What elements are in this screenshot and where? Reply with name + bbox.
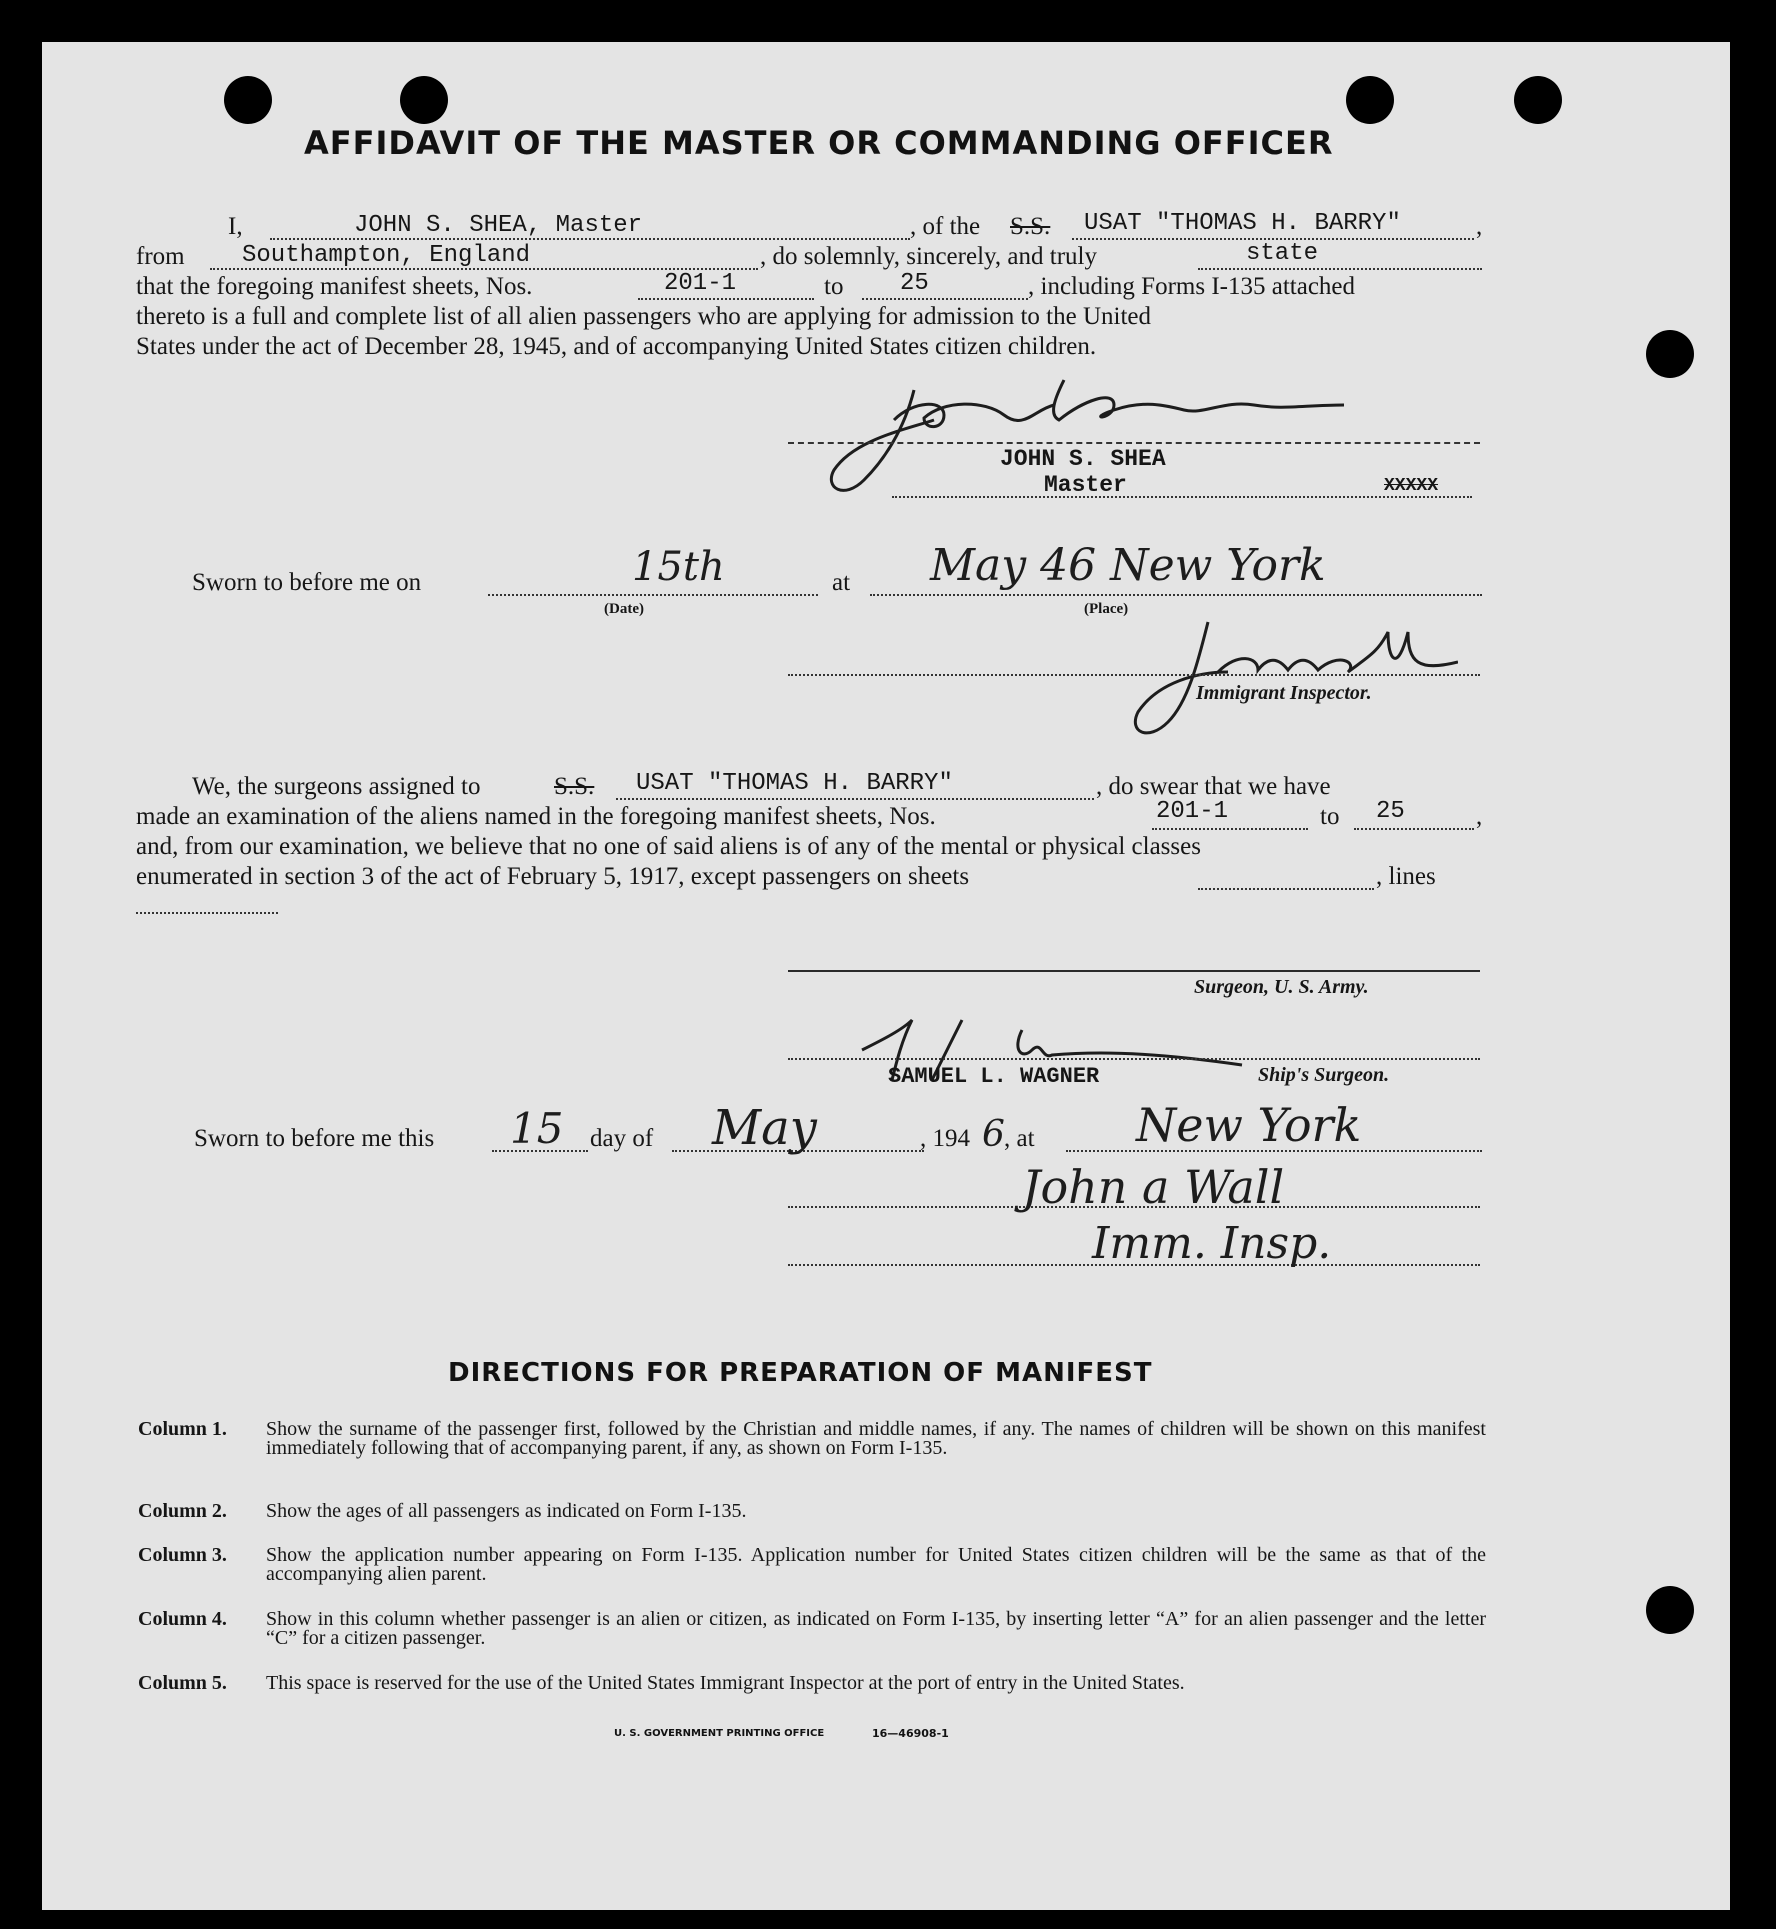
- sworn-before-label: Sworn to before me on: [192, 569, 422, 596]
- at-label-2: , at: [1004, 1125, 1035, 1152]
- column2-label: Column 2.: [138, 1500, 227, 1522]
- punch-hole: [1646, 1586, 1694, 1634]
- month-field: May: [712, 1100, 817, 1156]
- document-page: [42, 42, 1730, 1910]
- day-of-label: day of: [590, 1125, 654, 1152]
- page-title: AFFIDAVIT OF THE MASTER OR COMMANDING OFFICER: [304, 124, 1334, 162]
- master-typed-name: JOHN S. SHEA: [1000, 446, 1166, 472]
- of-the-label: , of the: [910, 213, 981, 240]
- day-field: 15: [510, 1104, 564, 1153]
- year-digit: 6: [982, 1114, 1005, 1155]
- punch-hole: [1646, 330, 1694, 378]
- i-label: I,: [228, 213, 243, 240]
- punch-hole: [1346, 76, 1394, 124]
- place-caption: (Place): [1084, 601, 1129, 617]
- lines-label: , lines: [1376, 863, 1436, 890]
- surgeon-ship-field: USAT "THOMAS H. BARRY": [636, 770, 953, 797]
- surgeon-to-label: to: [1320, 803, 1340, 830]
- inspector-caption: Immigrant Inspector.: [1196, 682, 1372, 704]
- column5-label: Column 5.: [138, 1672, 227, 1694]
- city-field: New York: [1136, 1098, 1362, 1152]
- inspector-line: [788, 674, 1480, 676]
- at-label: at: [832, 569, 851, 596]
- comma-2: ,: [1476, 803, 1483, 830]
- affidavit-line4: States under the act of December 28, 1945, and of accompanying United States citizen children.: [136, 333, 1097, 360]
- ship-name-field: USAT "THOMAS H. BARRY": [1084, 210, 1401, 237]
- column1-text: Show the surname of the passenger first, followed by the Christian and middle names, if any. The names of children will be shown on this manifest immediately following that of accompanying parent, if any, as shown on Form I-135.: [266, 1418, 1486, 1459]
- column1-label: Column 1.: [138, 1418, 227, 1440]
- master-name-field: JOHN S. SHEA, Master: [354, 212, 643, 239]
- including-text: , including Forms I-135 attached: [1028, 273, 1356, 300]
- inspector2-title: Imm. Insp.: [1092, 1218, 1332, 1269]
- year-prefix: , 194: [920, 1125, 970, 1152]
- inspector2-signature: John a Wall: [1022, 1160, 1285, 1214]
- army-surgeon-caption: Surgeon, U. S. Army.: [1194, 976, 1369, 998]
- column2-text: Show the ages of all passengers as indicated on Form I-135.: [266, 1500, 747, 1522]
- nos-to-line: [862, 298, 1028, 300]
- column5-text: This space is reserved for the use of the United States Immigrant Inspector at the port of entry in the United States.: [266, 1672, 1185, 1694]
- ship-surgeon-caption: Ship's Surgeon.: [1258, 1064, 1390, 1086]
- master-title-line: [892, 496, 1472, 498]
- place-field: May 46 New York: [930, 540, 1326, 591]
- date-line: [488, 594, 818, 596]
- place-line: [870, 594, 1482, 596]
- from-field: Southampton, England: [242, 242, 531, 269]
- date-field: 15th: [632, 544, 725, 590]
- ship-surgeon-line: [788, 1058, 1480, 1060]
- state-field: state: [1246, 240, 1319, 267]
- do-solemnly-text: , do solemnly, sincerely, and truly: [760, 243, 1097, 270]
- nos-to-field: 25: [900, 270, 929, 297]
- affidavit-line3: thereto is a full and complete list of all alien passengers who are applying for admission to the United: [136, 303, 1152, 330]
- state-line: [1198, 268, 1482, 270]
- printer-imprint: U. S. GOVERNMENT PRINTING OFFICE: [614, 1728, 825, 1739]
- column4-label: Column 4.: [138, 1608, 227, 1630]
- ss-struck: S.S.: [1010, 213, 1051, 240]
- nos-from-field: 201-1: [664, 270, 737, 297]
- punch-hole: [224, 76, 272, 124]
- comma: ,: [1476, 213, 1483, 240]
- surgeon-nos-to: 25: [1376, 798, 1405, 825]
- punch-hole: [400, 76, 448, 124]
- ss-struck-2: S.S.: [554, 773, 595, 800]
- from-label: from: [136, 243, 185, 270]
- column3-label: Column 3.: [138, 1544, 227, 1566]
- ship-surgeon-name: SAMUEL L. WAGNER: [888, 1064, 1100, 1089]
- column4-text: Show in this column whether passenger is an alien or citizen, as indicated on Form I-135, by inserting letter “A” for an alien passenger and the letter “C” for a citizen passenger.: [266, 1608, 1486, 1649]
- to-label: to: [824, 273, 844, 300]
- that-the-text: that the foregoing manifest sheets, Nos.: [136, 273, 533, 300]
- date-caption: (Date): [604, 601, 644, 617]
- made-exam-text: made an examination of the aliens named in the foregoing manifest sheets, Nos.: [136, 803, 936, 830]
- master-signature-line: [788, 442, 1480, 444]
- master-title: Master: [1044, 472, 1127, 498]
- struck-mark: XXXXX: [1384, 476, 1439, 496]
- surgeon-nos-to-line: [1354, 828, 1474, 830]
- surgeon-nos-from: 201-1: [1156, 798, 1229, 825]
- surgeons-line4: enumerated in section 3 of the act of February 5, 1917, except passengers on sheets: [136, 863, 970, 890]
- lines-value-line: [136, 912, 278, 914]
- sworn2-label: Sworn to before me this: [194, 1125, 435, 1152]
- surgeons-line3: and, from our examination, we believe that no one of said aliens is of any of the mental or physical classes: [136, 833, 1201, 860]
- we-surgeons-label: We, the surgeons assigned to: [192, 773, 481, 800]
- surgeon-nos-from-line: [1152, 828, 1308, 830]
- surgeon-ship-line: [616, 798, 1094, 800]
- directions-title: DIRECTIONS FOR PREPARATION OF MANIFEST: [448, 1358, 1153, 1388]
- column3-text: Show the application number appearing on Form I-135. Application number for United States citizen children will be the same as that of the accompanying alien parent.: [266, 1544, 1486, 1585]
- punch-hole: [1514, 76, 1562, 124]
- form-number: 16—46908-1: [872, 1727, 949, 1740]
- army-surgeon-line: [788, 970, 1480, 972]
- nos-from-line: [638, 298, 814, 300]
- do-swear-text: , do swear that we have: [1096, 773, 1331, 800]
- sheets-line: [1198, 888, 1374, 890]
